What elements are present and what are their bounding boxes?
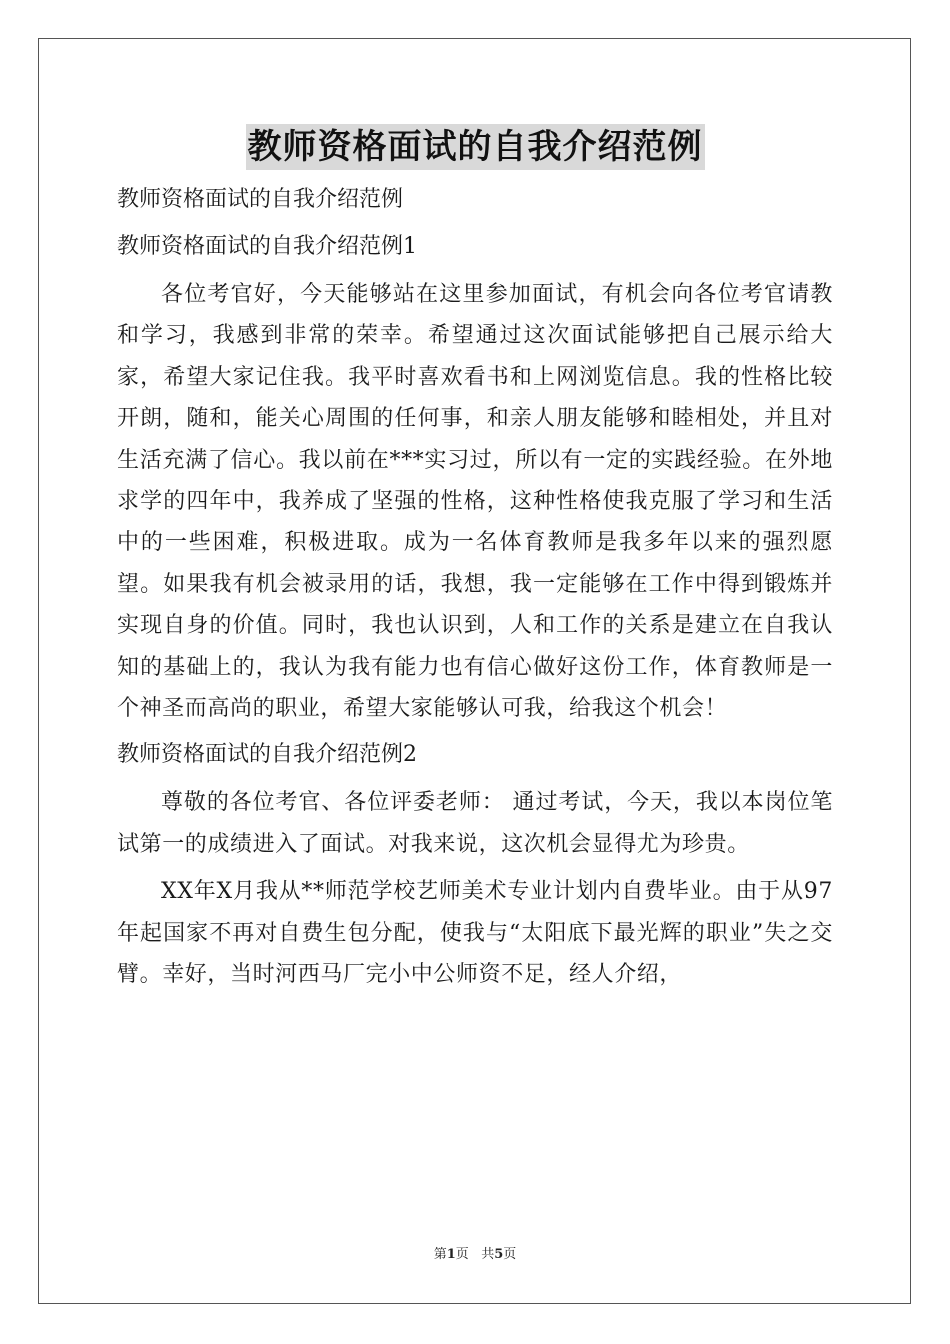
document-subtitle: 教师资格面试的自我介绍范例 [117, 187, 404, 212]
page-label-prefix: 第 [433, 1247, 447, 1262]
page-label-suffix: 页 [455, 1247, 469, 1262]
total-label-suffix: 页 [503, 1247, 517, 1262]
current-page-number: 1 [446, 1247, 456, 1262]
document-title: 教师资格面试的自我介绍范例 [246, 124, 705, 170]
page-footer [0, 1245, 950, 1265]
section-1-paragraph-1: 各位考官好，今天能够站在这里参加面试，有机会向各位考官请教和学习，我感到非常的荣幸。希望通过这次面试能够把自己展示给大家，希望大家记住我。我平时喜欢看书和上网浏览信息。我的性格比较开朗，随和，能关心周围的任何事，和亲人朋友能够和睦相处，并且对生活充满了信心。我以前在***实习过，所以有一定的实践经验。在外地求学的四年中，我养成了坚强的性格，这种性格使我克服了学习和生活中的一些困难，积极进取。成为一名体育教师是我多年以来的强烈愿望。如果我有机会被录用的话，我想，我一定能够在工作中得到锻炼并实现自身的价值。同时，我也认识到，人和工作的关系是建立在自我认知的基础上的，我认为我有能力也有信心做好这份工作，体育教师是一个神圣而高尚的职业，希望大家能够认可我，给我这个机会！ [117, 282, 833, 722]
section-heading-2: 教师资格面试的自我介绍范例2 [117, 742, 417, 768]
section-heading-1: 教师资格面试的自我介绍范例1 [117, 234, 417, 259]
title-container [0, 124, 950, 170]
document-body [117, 180, 833, 996]
total-page-count: 5 [494, 1247, 504, 1262]
section-2-paragraph-1: 尊敬的各位考官、各位评委老师： 通过考试，今天，我以本岗位笔试第一的成绩进入了面试。对我来说，这次机会显得尤为珍贵。 [117, 790, 833, 857]
total-label-prefix: 共 [481, 1247, 495, 1262]
section-2-paragraph-2: XX年X月我从**师范学校艺师美术专业计划内自费毕业。由于从97年起国家不再对自费生包分配，使我与“太阳底下最光辉的职业”失之交臂。幸好，当时河西马厂完小中公师资不足，经人介绍， [117, 879, 833, 988]
